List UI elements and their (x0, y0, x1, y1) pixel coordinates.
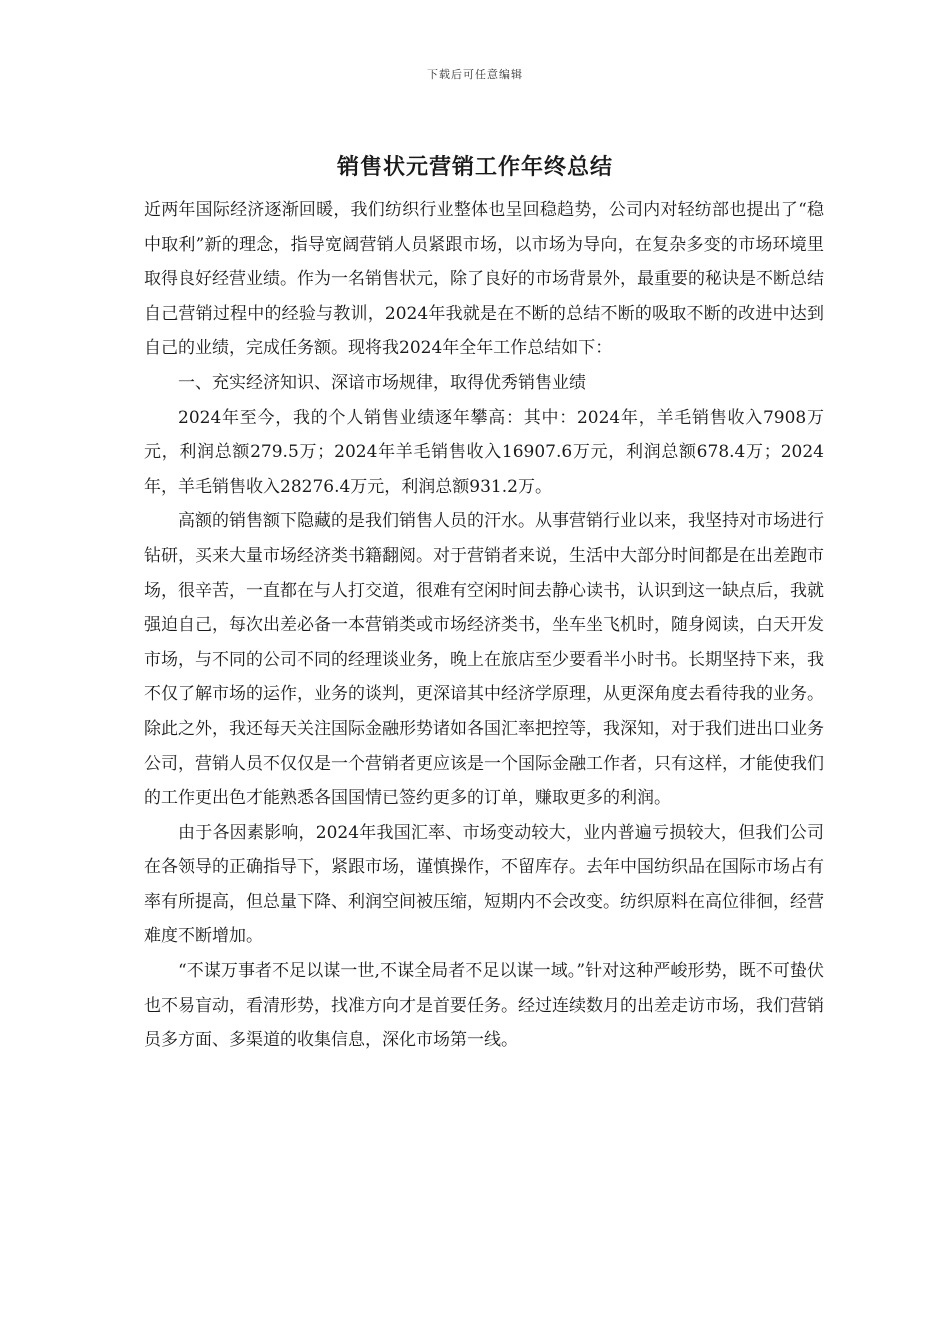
paragraph-market-conditions: 由于各因素影响，2024年我国汇率、市场变动较大，业内普遍亏损较大，但我们公司在各领导的正确指导下，紧跟市场，谨慎操作，不留库存。去年中国纺织品在国际市场占有率有所提高，但总量下降、利润空间被压缩，短期内不会改变。纺织原料在高位徘徊，经营难度不断增加。 (144, 822, 824, 947)
paragraph-strategy: “不谋万事者不足以谋一世,不谋全局者不足以谋一域。”针对这种严峻形势，既不可蛰伏也不易盲动，看清形势，找准方向才是首要任务。经过连续数月的出差走访市场，我们营销员多方面、多渠道的收集信息，深化市场第一线。 (144, 961, 824, 1051)
paragraph-intro: 近两年国际经济逐渐回暖，我们纺织行业整体也呈回稳趋势，公司内对轻纺部也提出了“稳中取利”新的理念，指导宽阔营销人员紧跟市场，以市场为导向，在复杂多变的市场环境里取得良好经营业绩。作为一名销售状元，除了良好的市场背景外，最重要的秘诀是不断总结自己营销过程中的经验与教训，2024年我就是在不断的总结不断的吸取不断的改进中达到自己的业绩，完成任务额。现将我2024年全年工作总结如下： (144, 200, 824, 359)
header-note: 下载后可任意编辑 (427, 68, 523, 81)
paragraph-sales-figures: 2024年至今，我的个人销售业绩逐年攀高：其中：2024年，羊毛销售收入7908万元，利润总额279.5万；2024年羊毛销售收入16907.6万元，利润总额678.4万；2024年，羊毛销售收入28276.4万元，利润总额931.2万。 (144, 407, 824, 497)
section-heading: 一、充实经济知识、深谙市场规律，取得优秀销售业绩 (178, 372, 586, 393)
document-body (144, 193, 824, 1058)
paragraph-study: 高额的销售额下隐藏的是我们销售人员的汗水。从事营销行业以来，我坚持对市场进行钻研，买来大量市场经济类书籍翻阅。对于营销者来说，生活中大部分时间都是在出差跑市场，很辛苦，一直都在与人打交道，很难有空闲时间去静心读书，认识到这一缺点后，我就强迫自己，每次出差必备一本营销类或市场经济类书，坐车坐飞机时，随身阅读，白天开发市场，与不同的公司不同的经理谈业务，晚上在旅店至少要看半小时书。长期坚持下来，我不仅了解市场的运作，业务的谈判，更深谙其中经济学原理，从更深角度去看待我的业务。除此之外，我还每天关注国际金融形势诸如各国汇率把控等，我深知，对于我们进出口业务公司，营销人员不仅仅是一个营销者更应该是一个国际金融工作者，只有这样，才能使我们的工作更出色才能熟悉各国国情已签约更多的订单，赚取更多的利润。 (144, 511, 824, 809)
document-title: 销售状元营销工作年终总结 (336, 154, 613, 180)
